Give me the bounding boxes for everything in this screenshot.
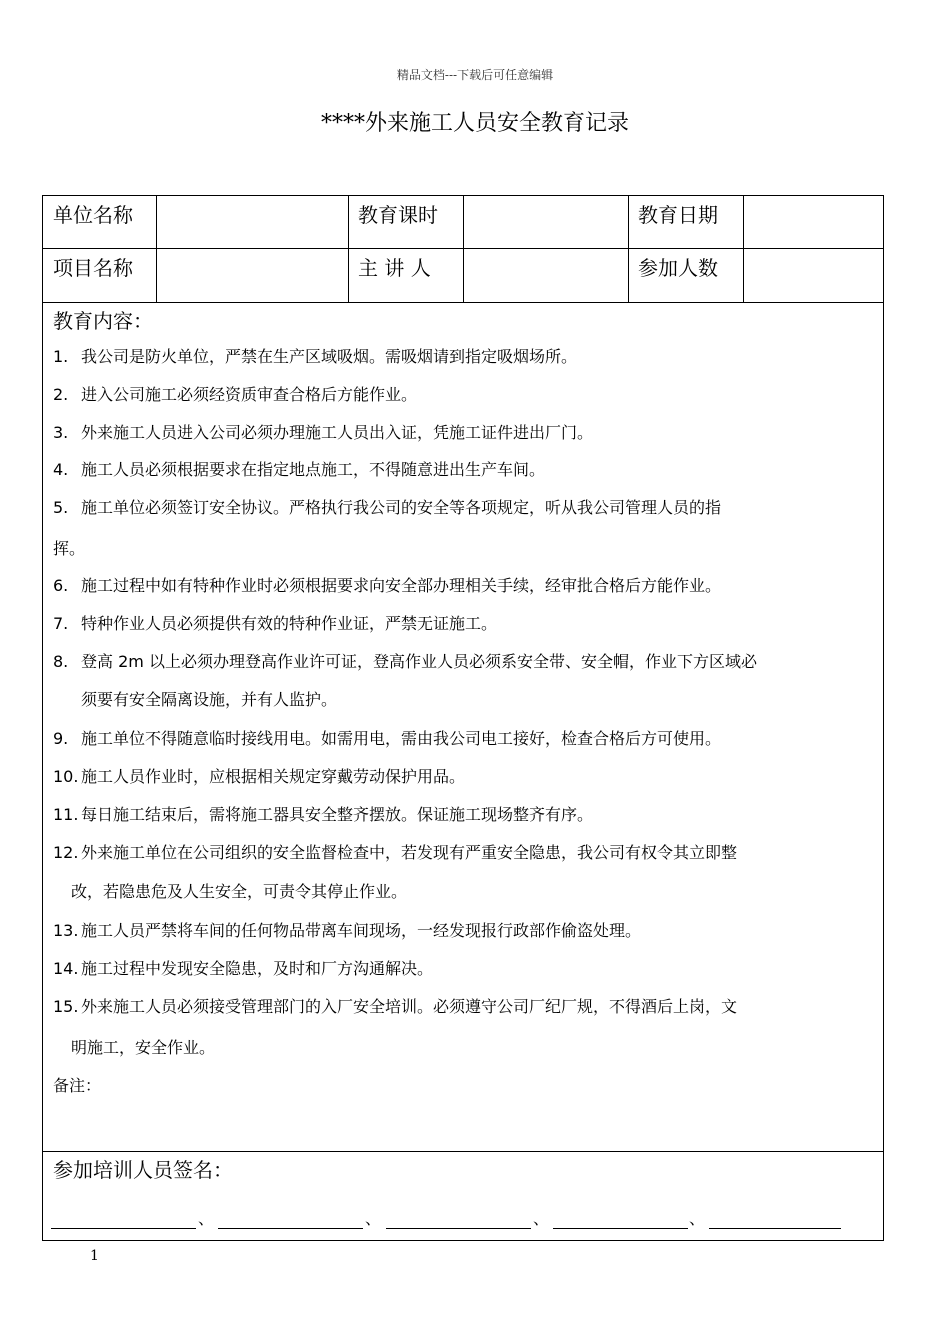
item-text: 进入公司施工必须经资质审查合格后方能作业。 <box>81 385 418 404</box>
col-divider <box>156 196 157 302</box>
item-text: 登高 2m 以上必须办理登高作业许可证，登高作业人员必须系安全带、安全帽，作业下方区域必 <box>81 652 757 671</box>
signature-separator: 、 <box>533 1209 550 1228</box>
row-divider <box>43 302 883 303</box>
list-item <box>53 347 577 367</box>
item-text: 施工人员必须根据要求在指定地点施工，不得随意进出生产车间。 <box>81 460 546 479</box>
list-item <box>53 385 417 405</box>
document-title: ****外来施工人员安全教育记录 <box>320 111 629 136</box>
list-item <box>53 652 757 672</box>
list-item <box>53 767 465 787</box>
col-divider <box>743 196 744 302</box>
education-date-value[interactable] <box>748 199 878 243</box>
remark-label: 备注： <box>53 1076 102 1095</box>
row-divider <box>43 1151 883 1152</box>
attendee-count-value[interactable] <box>748 252 878 296</box>
item-text: 施工人员作业时，应根据相关规定穿戴劳动保护用品。 <box>81 767 466 786</box>
item-continuation: 须要有安全隔离设施，并有人监护。 <box>81 690 338 709</box>
lecturer-label: 主 讲 人 <box>358 256 431 280</box>
header-note: 精品文档---下载后可任意编辑 <box>396 68 554 82</box>
list-item <box>53 729 721 749</box>
list-item <box>53 805 593 825</box>
item-number: 13. <box>53 921 79 940</box>
list-item <box>53 460 545 480</box>
list-item <box>53 959 433 979</box>
item-text: 每日施工结束后，需将施工器具安全整齐摆放。保证施工现场整齐有序。 <box>81 805 594 824</box>
signature-line[interactable] <box>709 1228 841 1229</box>
attendee-count-label: 参加人数 <box>638 256 718 280</box>
item-number: 7. <box>53 614 69 633</box>
col-divider <box>348 196 349 302</box>
item-number: 6. <box>53 576 69 595</box>
item-text: 施工过程中如有特种作业时必须根据要求向安全部办理相关手续，经审批合格后方能作业。 <box>81 576 722 595</box>
item-text: 施工过程中发现安全隐患，及时和厂方沟通解决。 <box>81 959 434 978</box>
signature-separator: 、 <box>365 1209 382 1228</box>
list-item <box>53 997 737 1017</box>
project-name-value[interactable] <box>163 252 343 296</box>
item-text: 外来施工人员必须接受管理部门的入厂安全培训。必须遵守公司厂纪厂规，不得酒后上岗，文 <box>81 997 738 1016</box>
unit-name-value[interactable] <box>163 199 343 243</box>
item-number: 12. <box>53 843 79 862</box>
item-continuation: 挥。 <box>53 539 86 558</box>
item-text: 施工单位不得随意临时接线用电。如需用电，需由我公司电工接好，检查合格后方可使用。 <box>81 729 722 748</box>
list-item <box>53 921 641 941</box>
item-text: 特种作业人员必须提供有效的特种作业证，严禁无证施工。 <box>81 614 498 633</box>
item-number: 4. <box>53 460 69 479</box>
item-text: 施工人员严禁将车间的任何物品带离车间现场，一经发现报行政部作偷盗处理。 <box>81 921 642 940</box>
item-text: 施工单位必须签订安全协议。严格执行我公司的安全等各项规定，听从我公司管理人员的指 <box>81 498 722 517</box>
unit-name-label: 单位名称 <box>53 203 133 227</box>
col-divider <box>628 196 629 302</box>
class-hours-value[interactable] <box>468 199 623 243</box>
class-hours-label: 教育课时 <box>358 203 438 227</box>
item-text: 我公司是防火单位，严禁在生产区域吸烟。需吸烟请到指定吸烟场所。 <box>81 347 578 366</box>
item-number: 14. <box>53 959 79 978</box>
signature-line[interactable] <box>553 1228 688 1229</box>
signature-line[interactable] <box>218 1228 363 1229</box>
item-number: 11. <box>53 805 79 824</box>
signature-line[interactable] <box>51 1228 196 1229</box>
item-continuation: 明施工，安全作业。 <box>71 1038 216 1057</box>
item-text: 外来施工人员进入公司必须办理施工人员出入证，凭施工证件进出厂门。 <box>81 423 594 442</box>
item-text: 外来施工单位在公司组织的安全监督检查中，若发现有严重安全隐患，我公司有权令其立即整 <box>81 843 738 862</box>
item-number: 5. <box>53 498 69 517</box>
signature-heading: 参加培训人员签名： <box>53 1158 233 1182</box>
item-continuation: 改，若隐患危及人生安全，可责令其停止作业。 <box>71 882 408 901</box>
signature-line[interactable] <box>386 1228 531 1229</box>
item-number: 3. <box>53 423 69 442</box>
list-item <box>53 423 593 443</box>
item-number: 1. <box>53 347 69 366</box>
page-number: 1 <box>90 1248 99 1264</box>
item-number: 9. <box>53 729 69 748</box>
item-number: 15. <box>53 997 79 1016</box>
lecturer-value[interactable] <box>468 252 623 296</box>
signature-separator: 、 <box>689 1209 706 1228</box>
list-item <box>53 498 721 518</box>
list-item <box>53 576 721 596</box>
education-date-label: 教育日期 <box>638 203 718 227</box>
signature-separator: 、 <box>198 1209 215 1228</box>
list-item <box>53 614 497 634</box>
item-number: 8. <box>53 652 69 671</box>
col-divider <box>463 196 464 302</box>
record-form <box>42 195 884 1241</box>
list-item <box>53 843 737 863</box>
item-number: 10. <box>53 767 79 786</box>
content-heading: 教育内容： <box>53 309 153 333</box>
project-name-label: 项目名称 <box>53 256 133 280</box>
item-number: 2. <box>53 385 69 404</box>
